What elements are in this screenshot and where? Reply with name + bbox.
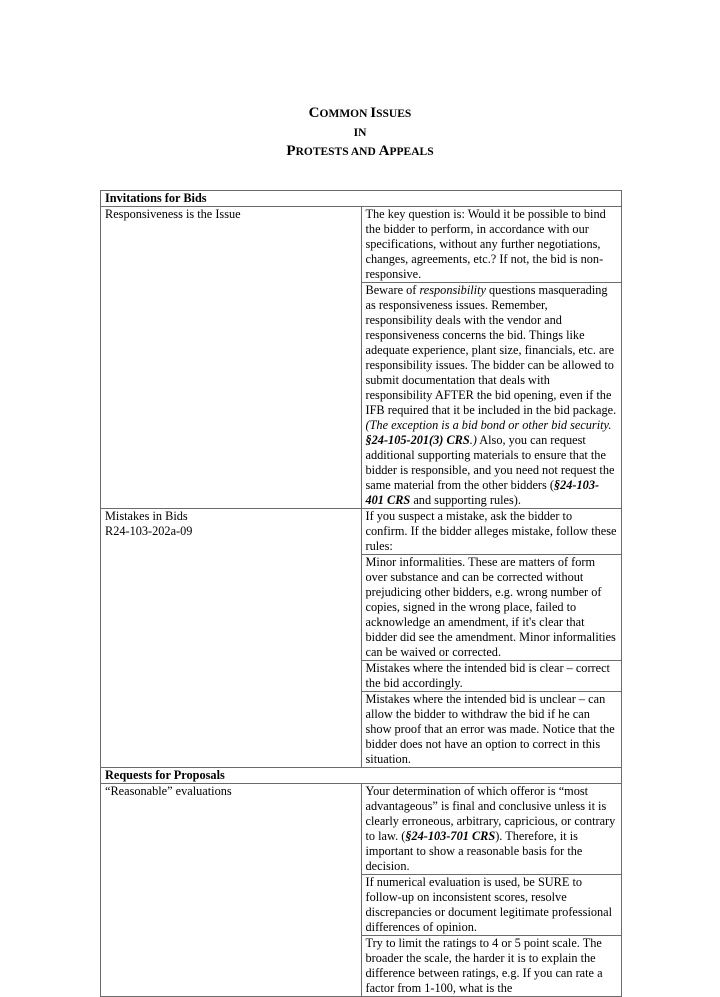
row-text-minor-informalities: Minor informalities. These are matters of form over substance and can be corrected without prejudicing other bidders, e.g. wrong number of copies, signed in the wrong place, failed to acknowledge an amendment, if it's clear that bidder did see the amendment. Minor informalities can be waived or corrected. bbox=[361, 555, 622, 661]
table-row bbox=[101, 207, 622, 283]
row-text-mistakes: If you suspect a mistake, ask the bidder to confirm. If the bidder alleges mistake, follow these rules: bbox=[361, 509, 622, 555]
section-row-rfp bbox=[101, 768, 622, 784]
title-line-1: COMMON ISSUES bbox=[308, 105, 412, 121]
document-title bbox=[0, 104, 720, 161]
row-text-responsiveness: The key question is: Would it be possible to bind the bidder to perform, in accordance with our specifications, without any further negotiations, changes, agreements, etc.? If not, the bid is non-responsive. bbox=[361, 207, 622, 283]
issues-table bbox=[100, 190, 622, 997]
row-label-responsiveness: Responsiveness is the Issue bbox=[101, 207, 362, 509]
section-heading-ifb: Invitations for Bids bbox=[101, 191, 622, 207]
row-label-mistakes: Mistakes in Bids R24-103-202a-09 bbox=[101, 509, 362, 768]
title-line-3: PROTESTS AND APPEALS bbox=[286, 143, 434, 159]
row-text-ratings: Try to limit the ratings to 4 or 5 point scale. The broader the scale, the harder it is to explain the difference between ratings, e.g. If you can rate a factor from 1-100, what is the bbox=[361, 936, 622, 997]
section-heading-rfp: Requests for Proposals bbox=[101, 768, 622, 784]
title-line-2: IN bbox=[353, 127, 367, 139]
row-text-unclear-mistakes: Mistakes where the intended bid is unclear – can allow the bidder to withdraw the bid if he can show proof that an error was made. Notice that the bidder does not have an option to correct in this situation. bbox=[361, 692, 622, 768]
row-text-numerical: If numerical evaluation is used, be SURE to follow-up on inconsistent scores, resolve discrepancies or document legitimate professional differences of opinion. bbox=[361, 875, 622, 936]
row-text-clear-mistakes: Mistakes where the intended bid is clear – correct the bid accordingly. bbox=[361, 661, 622, 692]
row-text-beware: Beware of responsibility questions masquerading as responsiveness issues. Remember, responsibility deals with the vendor and responsiveness concerns the bid. Things like adequate experience, plant size, financials, etc. are responsibility issues. The bidder can be allowed to submit documentation that deals with responsibility AFTER the bid opening, even if the IFB required that it be included in the bid package. (The exception is a bid bond or other bid security. §24-105-201(3) CRS.) Also, you can request additional supporting materials to ensure that the bidder is responsible, and you need not request the same material from the other bidders (§24-103-401 CRS and supporting rules). bbox=[361, 283, 622, 509]
row-text-reasonable: Your determination of which offeror is “most advantageous” is final and conclusive unless it is clearly erroneous, arbitrary, capricious, or contrary to law. (§24-103-701 CRS). Therefore, it is important to show a reasonable basis for the decision. bbox=[361, 784, 622, 875]
table-row bbox=[101, 509, 622, 555]
section-row-ifb bbox=[101, 191, 622, 207]
table-row bbox=[101, 784, 622, 875]
row-label-reasonable: “Reasonable” evaluations bbox=[101, 784, 362, 997]
